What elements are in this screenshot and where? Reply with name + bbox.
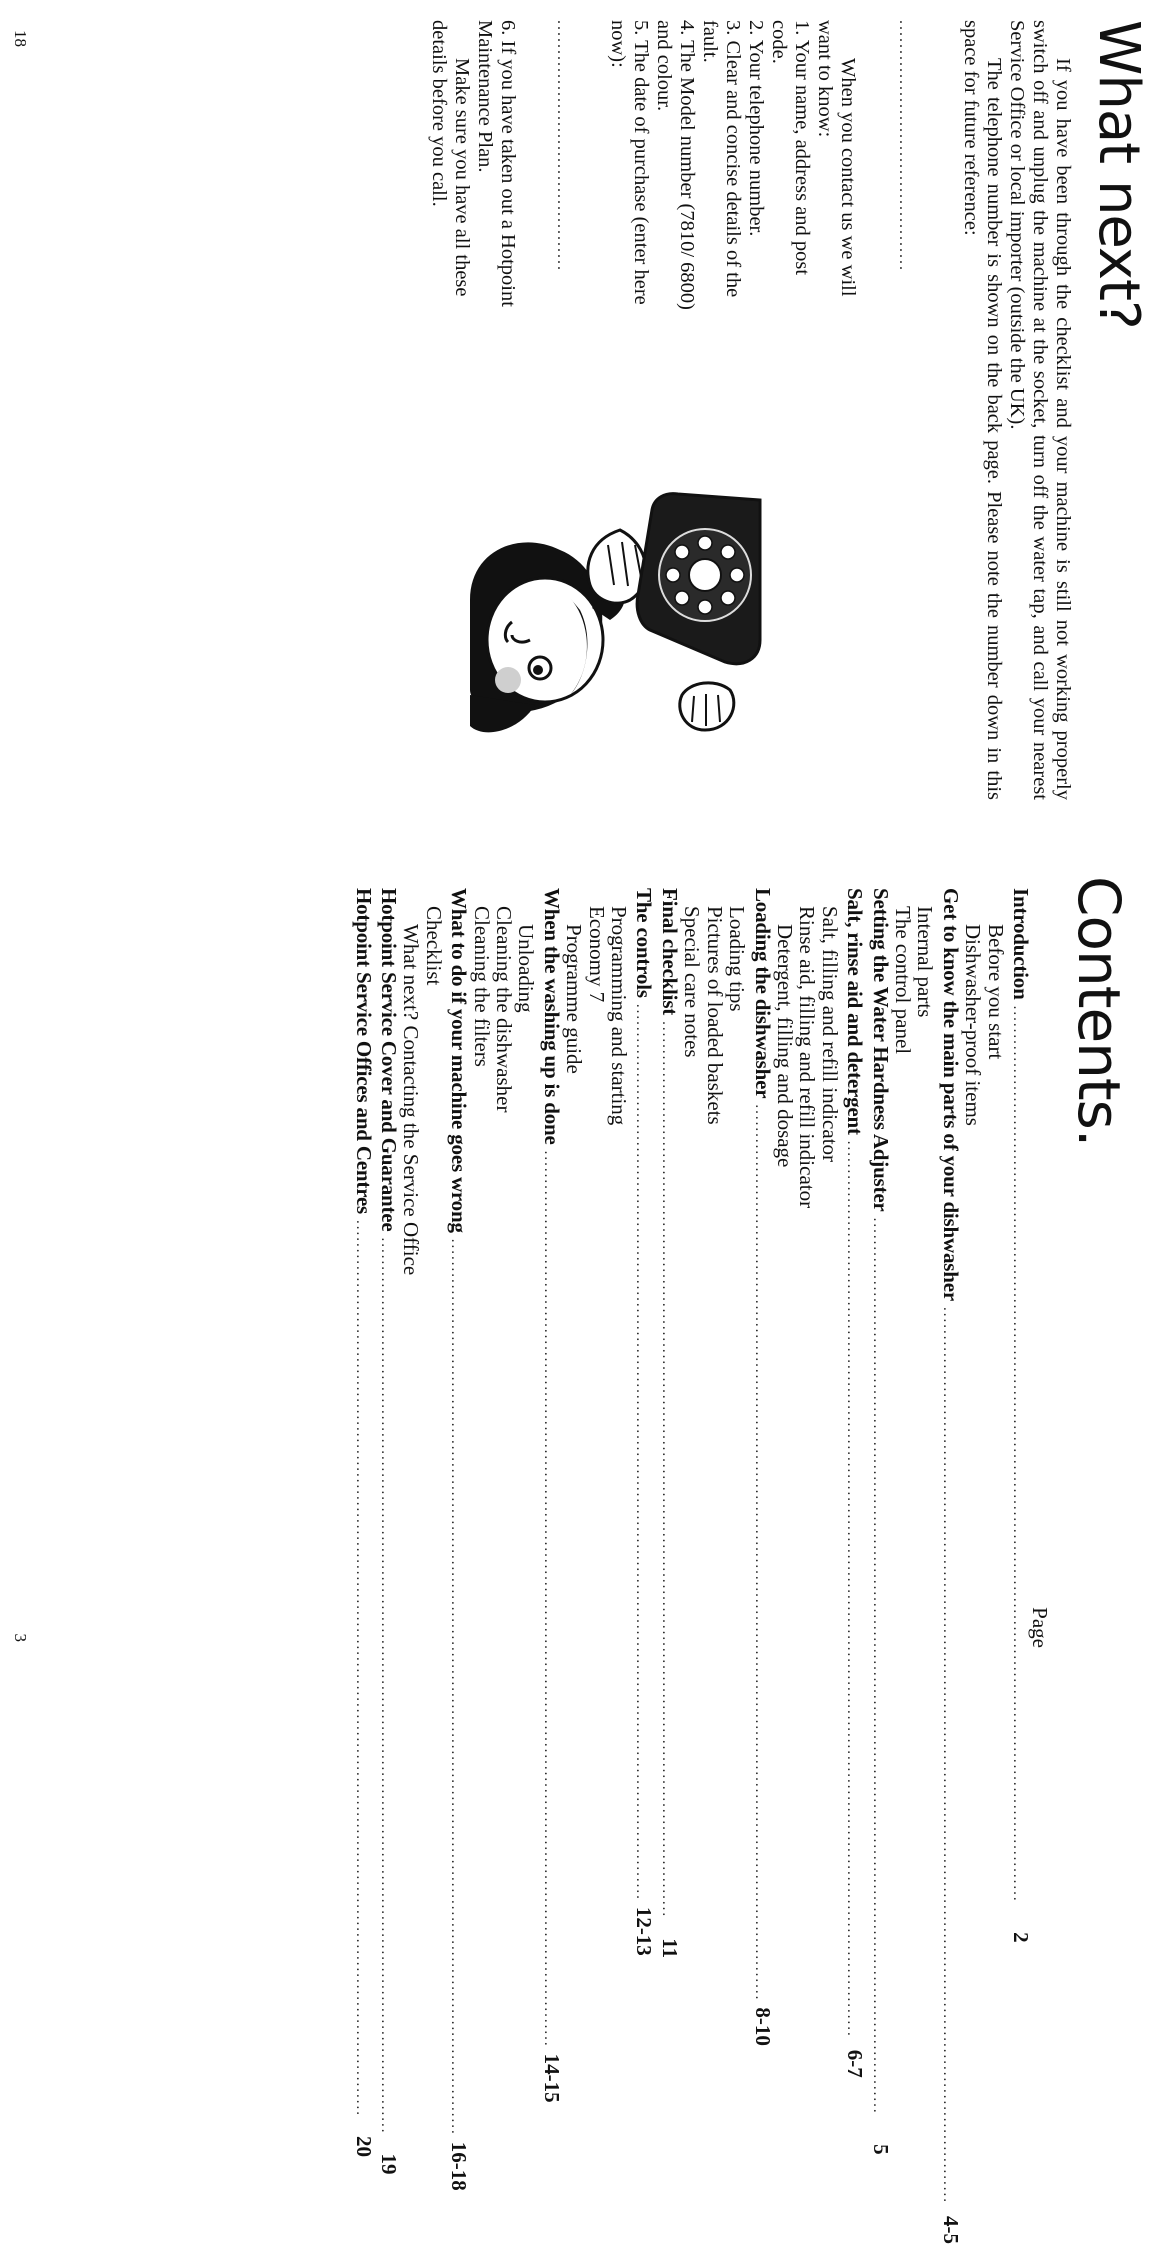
toc-entry-title: Economy 7 bbox=[584, 906, 609, 1003]
toc-dot-leader: ............................................................................................................................................................ bbox=[448, 1238, 465, 2136]
toc-section-row bbox=[445, 888, 472, 2191]
toc-page-number: 19 bbox=[377, 2153, 402, 2175]
toc-entry-title: Cleaning the filters bbox=[469, 906, 494, 1067]
list-item: 6. If you have taken out a Hotpoint Maintenance Plan. bbox=[474, 20, 519, 307]
toc-section-row bbox=[656, 888, 682, 1959]
toc-entry-title: Get to know the main parts of your dishwasher bbox=[938, 888, 963, 1301]
toc-subsection-row bbox=[796, 888, 818, 1650]
toc-section-row bbox=[841, 888, 868, 2078]
toc-entry-title: Special care notes bbox=[680, 906, 705, 1058]
toc-entry-title: Before you start bbox=[983, 924, 1008, 1060]
contact-details-column bbox=[427, 20, 916, 315]
list-item: 4. The Model number (7810/ 6800) and colour. bbox=[653, 20, 698, 310]
toc-subsection-row bbox=[962, 888, 984, 1650]
toc-entry-title: Loading tips bbox=[725, 906, 750, 1012]
toc-subsection-row bbox=[984, 888, 1006, 1650]
toc-entry-title: Rinse aid, filling and refill indicator bbox=[795, 906, 820, 1209]
list-item: 2. Your telephone number. bbox=[745, 20, 767, 237]
what-next-title: What next? bbox=[1086, 20, 1151, 329]
toc-page-number: 8-10 bbox=[750, 2007, 775, 2046]
toc-entry-title: What next? Contacting the Service Office bbox=[399, 924, 424, 1276]
toc-entry-title: Hotpoint Service Cover and Guarantee bbox=[377, 888, 402, 1232]
toc-entry-title: Setting the Water Hardness Adjuster bbox=[868, 888, 893, 1212]
toc-page-number: 2 bbox=[1009, 1932, 1033, 1943]
toc-section-row bbox=[866, 888, 893, 2155]
intro-paragraph: If you have been through the checklist and your machine is still not working properly switch off and unplug the machine at the socket, turn off the water tap, and call your nearest Service Office or local importer (outside the UK). bbox=[1006, 20, 1074, 800]
list-item: 1. Your name, address and post code. bbox=[768, 20, 813, 276]
toc-subsection-row bbox=[585, 888, 607, 1650]
toc-entry-title: What to do if your machine goes wrong bbox=[447, 888, 472, 1233]
list-item: 5. The date of purchase (enter here now): bbox=[607, 20, 652, 305]
toc-entry-title: Programme guide bbox=[562, 924, 587, 1074]
toc-entry-title: Introduction bbox=[1009, 888, 1033, 1000]
cheek-shape bbox=[495, 667, 521, 693]
toc-entry-title: The controls bbox=[632, 888, 657, 998]
toc-subsection-row bbox=[892, 888, 914, 1650]
toc-entry-title: Salt, filling and refill indicator bbox=[817, 906, 842, 1163]
toc-section-row bbox=[537, 888, 564, 2103]
toc-entry-title: When the washing up is done bbox=[539, 888, 564, 1145]
toc-subsection-row bbox=[914, 888, 936, 1650]
toc-page-number: 14-15 bbox=[539, 2053, 564, 2103]
contents-page bbox=[0, 836, 1162, 2244]
toc-dot-leader: ............................................................................................................................................................ bbox=[844, 1140, 861, 2038]
toc-section-row bbox=[936, 888, 963, 2244]
toc-entry-title: Hotpoint Service Offices and Centres bbox=[351, 888, 376, 1215]
page-column-label: Page bbox=[1028, 1607, 1052, 1648]
woman-on-telephone-illustration bbox=[470, 490, 770, 750]
toc-subsection-row bbox=[563, 888, 585, 1650]
toc-page-number: 5 bbox=[868, 2144, 893, 2155]
toc-section-row bbox=[630, 888, 657, 1956]
toc-entry-title: Dishwasher-proof items bbox=[961, 924, 986, 1126]
toc-entry-title: Loading the dishwasher bbox=[750, 888, 775, 1099]
pupil-shape bbox=[533, 665, 543, 675]
toc-dot-leader: ............................................................................................................................................................ bbox=[540, 1150, 557, 2048]
toc-dot-leader: ............................................................................................................................................................ bbox=[751, 1104, 768, 2002]
toc-dot-leader: ............................................................................................................................................................ bbox=[869, 1217, 886, 2115]
intro-paragraph: The telephone number is shown on the back page. Please note the number down in this space for future reference: bbox=[960, 20, 1005, 800]
toc-section-row bbox=[375, 888, 402, 2175]
toc-dot-leader: ............................................................................................................................................................ bbox=[1010, 1005, 1026, 1903]
what-next-intro bbox=[959, 20, 1074, 800]
toc-subsection-row bbox=[422, 888, 444, 1650]
toc-page-number: 4-5 bbox=[938, 2215, 963, 2244]
toc-subsection-row bbox=[493, 888, 515, 1650]
toc-subsection-row bbox=[774, 888, 796, 1650]
toc-entry-title: Final checklist bbox=[657, 888, 682, 1016]
toc-entry-title: Cleaning the dishwasher bbox=[492, 906, 517, 1113]
toc-subsection-row bbox=[818, 888, 840, 1650]
toc-dot-leader: ............................................................................................................................................................ bbox=[378, 1237, 395, 2135]
contact-lead-text: When you contact us we will want to know: bbox=[814, 20, 859, 297]
toc-subsection-row bbox=[515, 888, 537, 1650]
toc-entry-title: Programming and starting bbox=[607, 906, 632, 1126]
toc-dot-leader: ............................................................................................................................................................ bbox=[658, 1021, 675, 1919]
toc-entry-title: Checklist bbox=[421, 906, 446, 986]
toc-dot-leader: ............................................................................................................................................................ bbox=[939, 1306, 956, 2204]
toc-dot-leader: ............................................................................................................................................................ bbox=[352, 1220, 369, 2118]
toc-entry-title: Internal parts bbox=[913, 906, 938, 1018]
toc-entry-title: Unloading bbox=[514, 924, 539, 1013]
toc-entry-title: Detergent, filling and dosage bbox=[772, 924, 797, 1168]
toc-section-row bbox=[349, 888, 376, 2158]
toc-subsection-row bbox=[726, 888, 748, 1650]
toc-subsection-row bbox=[703, 888, 725, 1650]
toc-page-number: 6-7 bbox=[843, 2049, 868, 2078]
toc-section-row bbox=[1007, 888, 1033, 1943]
table-of-contents bbox=[349, 888, 1033, 2244]
toc-page-number: 20 bbox=[351, 2136, 376, 2158]
plan-note: Make sure you have all these details before you call. bbox=[428, 20, 473, 297]
toc-dot-leader: ............................................................................................................................................................ bbox=[633, 1003, 650, 1901]
page-number: 3 bbox=[11, 1633, 30, 1642]
toc-subsection-row bbox=[400, 888, 422, 1650]
page-number: 18 bbox=[11, 30, 30, 47]
contact-details-list bbox=[606, 20, 813, 315]
dial-center bbox=[689, 559, 721, 591]
what-next-page bbox=[0, 0, 1162, 836]
toc-section-row bbox=[748, 888, 775, 2046]
contents-title: Contents. bbox=[1065, 876, 1133, 1147]
phone-number-dotted-line: .......................................... bbox=[896, 20, 913, 272]
toc-entry-title: Pictures of loaded baskets bbox=[702, 906, 727, 1125]
toc-subsection-row bbox=[608, 888, 630, 1650]
toc-entry-title: The control panel bbox=[890, 906, 915, 1055]
toc-page-number: 16-18 bbox=[447, 2141, 472, 2191]
toc-subsection-row bbox=[681, 888, 703, 1650]
toc-subsection-row bbox=[470, 888, 492, 1650]
purchase-date-dotted-line: .......................................... bbox=[554, 20, 571, 272]
toc-page-number: 11 bbox=[657, 1938, 682, 1959]
toc-page-number: 12-13 bbox=[632, 1906, 657, 1956]
toc-entry-title: Salt, rinse aid and detergent bbox=[843, 888, 868, 1135]
list-item: 3. Clear and concise details of the fault. bbox=[699, 20, 744, 298]
